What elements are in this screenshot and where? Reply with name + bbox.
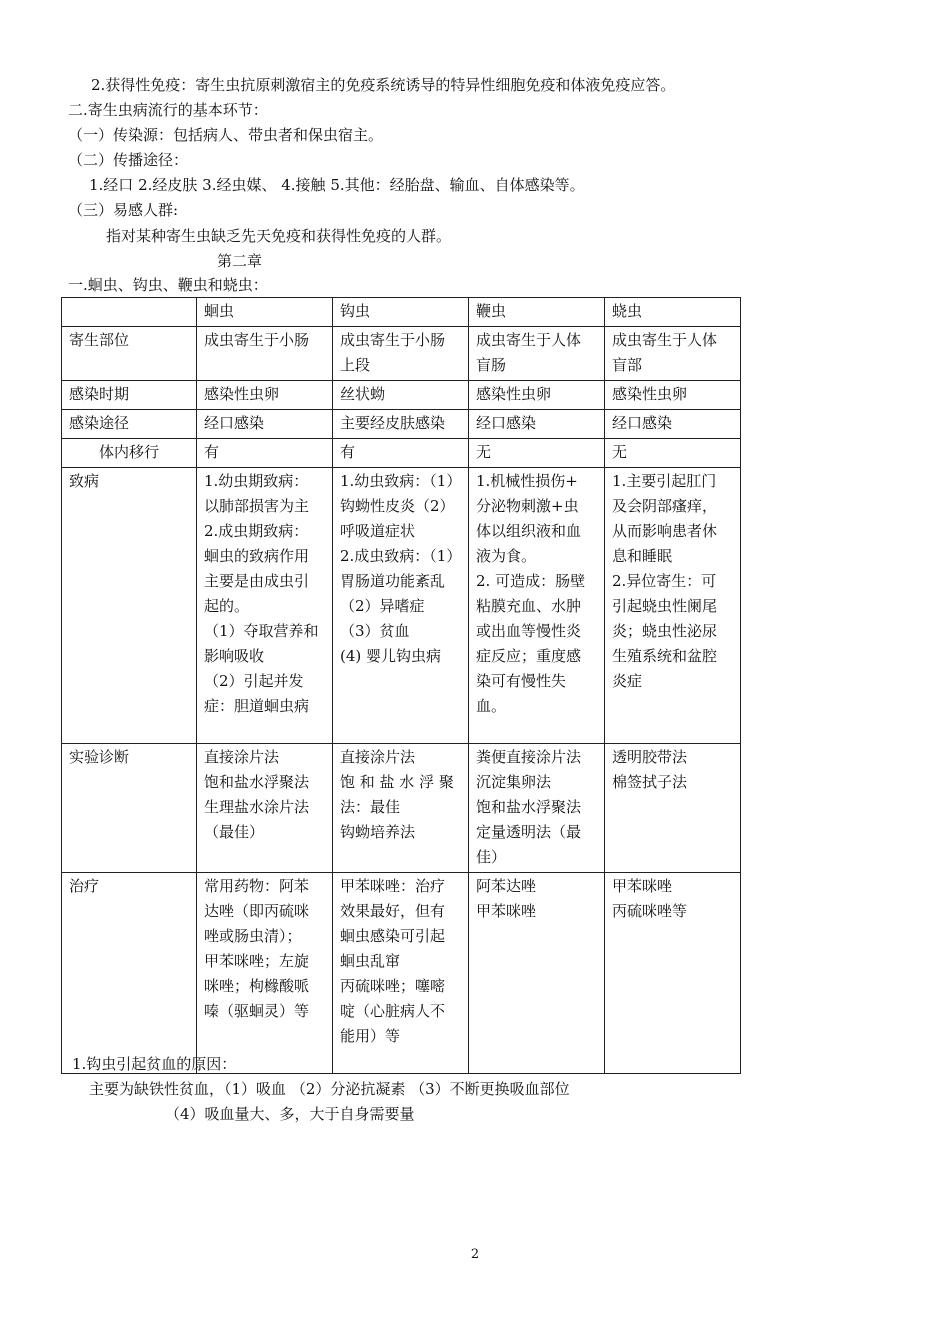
cell-line: （2）引起并发 xyxy=(204,672,304,690)
cell-line: 或出血等慢性炎 xyxy=(476,622,582,640)
intro-line-5: 1.经口 2.经皮肤 3.经虫媒、 4.接触 5.其他：经胎盘、输血、自体感染等。 xyxy=(89,176,585,194)
cell-line: 佳） xyxy=(476,848,507,866)
cell-line: 饱和盐水浮聚法 xyxy=(476,798,582,816)
cell-line: 体以组织液和血 xyxy=(476,522,582,540)
cell-line: 液为食。 xyxy=(476,547,537,565)
table-cell xyxy=(197,873,333,1074)
cell-line: 成虫寄生于小肠 xyxy=(340,331,446,349)
cell-line: 感染性虫卵 xyxy=(204,385,280,403)
cell-line: 蛔虫的致病作用 xyxy=(204,547,310,565)
cell-line: 症：胆道蛔虫病 xyxy=(204,697,310,715)
cell-line: 经口感染 xyxy=(476,414,537,432)
cell-line: 粘膜充血、水肿 xyxy=(476,597,582,615)
header-cell-pinworm: 蛲虫 xyxy=(605,298,741,327)
cell-line: 嗪（驱蛔灵）等 xyxy=(204,1002,310,1020)
cell-line: 甲苯咪唑 xyxy=(476,902,537,920)
cell-line: 效果最好，但有 xyxy=(340,902,446,920)
cell-line: 经口感染 xyxy=(612,414,673,432)
cell-line: 唑或肠虫清）； xyxy=(204,927,302,945)
cell-line: 成虫寄生于人体 xyxy=(476,331,582,349)
cell-line: 2.异位寄生：可 xyxy=(612,572,717,590)
cell-line: 蛔虫感染可引起 xyxy=(340,927,446,945)
cell-line: 症反应；重度感 xyxy=(476,647,582,665)
cell-line: 从而影响患者休 xyxy=(612,522,718,540)
table-cell xyxy=(469,439,605,468)
cell-line: 感染性虫卵 xyxy=(476,385,552,403)
cell-line: （2）异嗜症 xyxy=(340,597,425,615)
page-number: 2 xyxy=(470,1247,480,1262)
table-cell xyxy=(333,468,469,744)
header-cell-hookworm: 钩虫 xyxy=(333,298,469,327)
cell-line: 钩蚴性皮炎（2） xyxy=(340,497,455,515)
table-cell xyxy=(605,468,741,744)
cell-line: 引起蛲虫性阑尾 xyxy=(612,597,718,615)
chapter-heading: 第二章 xyxy=(217,252,263,270)
outro-line-1: 1.钩虫引起贫血的原因： xyxy=(72,1055,237,1073)
cell-line: 炎症 xyxy=(612,672,643,690)
table-cell xyxy=(605,327,741,381)
parasite-comparison-table xyxy=(61,297,741,1074)
row-infective-stage-label: 感染时期 xyxy=(62,381,197,410)
cell-line: 息和睡眠 xyxy=(612,547,673,565)
table-row xyxy=(62,327,741,381)
cell-line: （3）贫血 xyxy=(340,622,410,640)
cell-line: 1.幼虫期致病： xyxy=(204,472,309,490)
cell-line: 丙硫咪唑；噻嘧 xyxy=(340,977,446,995)
cell-line: 2.成虫期致病： xyxy=(204,522,309,540)
table-cell xyxy=(469,381,605,410)
intro-line-6: （三）易感人群: xyxy=(68,201,179,219)
cell-line: 成虫寄生于人体 xyxy=(612,331,718,349)
cell-line: 有 xyxy=(204,443,220,461)
table-cell xyxy=(605,439,741,468)
cell-line: 及会阴部瘙痒， xyxy=(612,497,718,515)
cell-line: 咪唑；枸橼酸哌 xyxy=(204,977,310,995)
cell-line: 盲部 xyxy=(612,356,643,374)
cell-line: 沉淀集卵法 xyxy=(476,773,552,791)
section-heading: 一.蛔虫、钩虫、鞭虫和蛲虫： xyxy=(68,276,268,294)
cell-line: 生理盐水涂片法 xyxy=(204,798,310,816)
cell-line: 饱和盐水浮聚法 xyxy=(204,773,310,791)
table-cell xyxy=(333,381,469,410)
cell-line: 主要是由成虫引 xyxy=(204,572,310,590)
cell-line: 生殖系统和盆腔 xyxy=(612,647,718,665)
row-route-label: 感染途径 xyxy=(62,410,197,439)
table-cell xyxy=(605,744,741,873)
table-cell xyxy=(197,381,333,410)
table-cell xyxy=(333,327,469,381)
cell-line: 蛔虫乱窜 xyxy=(340,952,401,970)
table-cell xyxy=(605,410,741,439)
row-migration-label: 体内移行 xyxy=(62,439,197,468)
cell-line: 染可有慢性失 xyxy=(476,672,567,690)
cell-line: 甲苯咪唑：治疗 xyxy=(340,877,446,895)
header-cell-empty xyxy=(62,298,197,327)
cell-line: 以肺部损害为主 xyxy=(204,497,310,515)
cell-line: 有 xyxy=(340,443,356,461)
cell-line: 饱 和 盐 水 浮 聚 xyxy=(340,773,454,791)
cell-line: 呼吸道症状 xyxy=(340,522,416,540)
cell-line: 经口感染 xyxy=(204,414,265,432)
cell-line: 丙硫咪唑等 xyxy=(612,902,688,920)
table-row xyxy=(62,381,741,410)
row-diagnosis-label: 实验诊断 xyxy=(62,744,197,873)
intro-line-4: （二）传播途径： xyxy=(68,151,189,169)
cell-line: 定量透明法（最 xyxy=(476,823,582,841)
table-row xyxy=(62,468,741,744)
table-cell xyxy=(333,410,469,439)
intro-line-2: 二.寄生虫病流行的基本环节： xyxy=(68,101,268,119)
table-cell xyxy=(605,873,741,1074)
header-cell-whipworm: 鞭虫 xyxy=(469,298,605,327)
table-row xyxy=(62,439,741,468)
cell-line: （1）夺取营养和 xyxy=(204,622,319,640)
cell-line: 影响吸收 xyxy=(204,647,265,665)
cell-line: 1.主要引起肛门 xyxy=(612,472,717,490)
table-cell xyxy=(197,468,333,744)
cell-line: 甲苯咪唑；左旋 xyxy=(204,952,310,970)
cell-line: 无 xyxy=(476,443,492,461)
cell-line: 2. 可造成：肠壁 xyxy=(476,572,586,590)
cell-line: 甲苯咪唑 xyxy=(612,877,673,895)
table-cell xyxy=(197,410,333,439)
cell-line: 2.成虫致病：（1） xyxy=(340,547,462,565)
cell-line: 法：最佳 xyxy=(340,798,401,816)
outro-line-2: 主要为缺铁性贫血，（1）吸血 （2）分泌抗凝素 （3）不断更换吸血部位 xyxy=(89,1080,570,1098)
header-cell-roundworm: 蛔虫 xyxy=(197,298,333,327)
table-cell xyxy=(469,873,605,1074)
table-cell xyxy=(197,744,333,873)
cell-line: 粪便直接涂片法 xyxy=(476,748,582,766)
intro-line-1: 2.获得性免疫：寄生虫抗原刺激宿主的免疫系统诱导的特异性细胞免疫和体液免疫应答。 xyxy=(91,76,676,94)
cell-line: 丝状蚴 xyxy=(340,385,386,403)
cell-line: 直接涂片法 xyxy=(340,748,416,766)
table-cell xyxy=(333,744,469,873)
row-location-label: 寄生部位 xyxy=(62,327,197,381)
cell-line: 血。 xyxy=(476,697,507,715)
row-treatment-label: 治疗 xyxy=(62,873,197,1074)
cell-line: 1.幼虫致病：（1） xyxy=(340,472,462,490)
table-cell xyxy=(333,873,469,1074)
cell-line: 胃肠道功能紊乱 xyxy=(340,572,446,590)
cell-line: 无 xyxy=(612,443,628,461)
table-cell xyxy=(469,744,605,873)
table-cell xyxy=(469,327,605,381)
table-cell xyxy=(197,327,333,381)
intro-line-7: 指对某种寄生虫缺乏先天免疫和获得性免疫的人群。 xyxy=(106,227,452,245)
cell-line: (4) 婴儿钩虫病 xyxy=(340,647,442,665)
cell-line: 感染性虫卵 xyxy=(612,385,688,403)
cell-line: 啶（心脏病人不 xyxy=(340,1002,446,1020)
cell-line: 钩蚴培养法 xyxy=(340,823,416,841)
cell-line: 直接涂片法 xyxy=(204,748,280,766)
cell-line: 炎；蛲虫性泌尿 xyxy=(612,622,718,640)
cell-line: 透明胶带法 xyxy=(612,748,688,766)
cell-line: 能用）等 xyxy=(340,1027,401,1045)
cell-line: 阿苯达唑 xyxy=(476,877,537,895)
cell-line: 1.机械性损伤+ xyxy=(476,472,578,490)
cell-line: 常用药物：阿苯 xyxy=(204,877,310,895)
cell-line: 成虫寄生于小肠 xyxy=(204,331,310,349)
cell-line: 分泌物刺激+虫 xyxy=(476,497,579,515)
table-cell xyxy=(469,410,605,439)
table-cell xyxy=(333,439,469,468)
table-row xyxy=(62,744,741,873)
cell-line: 盲肠 xyxy=(476,356,507,374)
table-header-row xyxy=(62,298,741,327)
outro-line-3: （4）吸血量大、多，大于自身需要量 xyxy=(165,1105,415,1123)
cell-line: （最佳） xyxy=(204,823,265,841)
table-row xyxy=(62,873,741,1074)
table-cell xyxy=(469,468,605,744)
table-cell xyxy=(605,381,741,410)
row-pathogenesis-label: 致病 xyxy=(62,468,197,744)
table-row xyxy=(62,410,741,439)
cell-line: 起的。 xyxy=(204,597,250,615)
cell-line: 棉签拭子法 xyxy=(612,773,688,791)
intro-line-3: （一）传染源：包括病人、带虫者和保虫宿主。 xyxy=(68,126,384,144)
table-cell xyxy=(197,439,333,468)
cell-line: 达唑（即丙硫咪 xyxy=(204,902,310,920)
cell-line: 上段 xyxy=(340,356,371,374)
cell-line: 主要经皮肤感染 xyxy=(340,414,446,432)
